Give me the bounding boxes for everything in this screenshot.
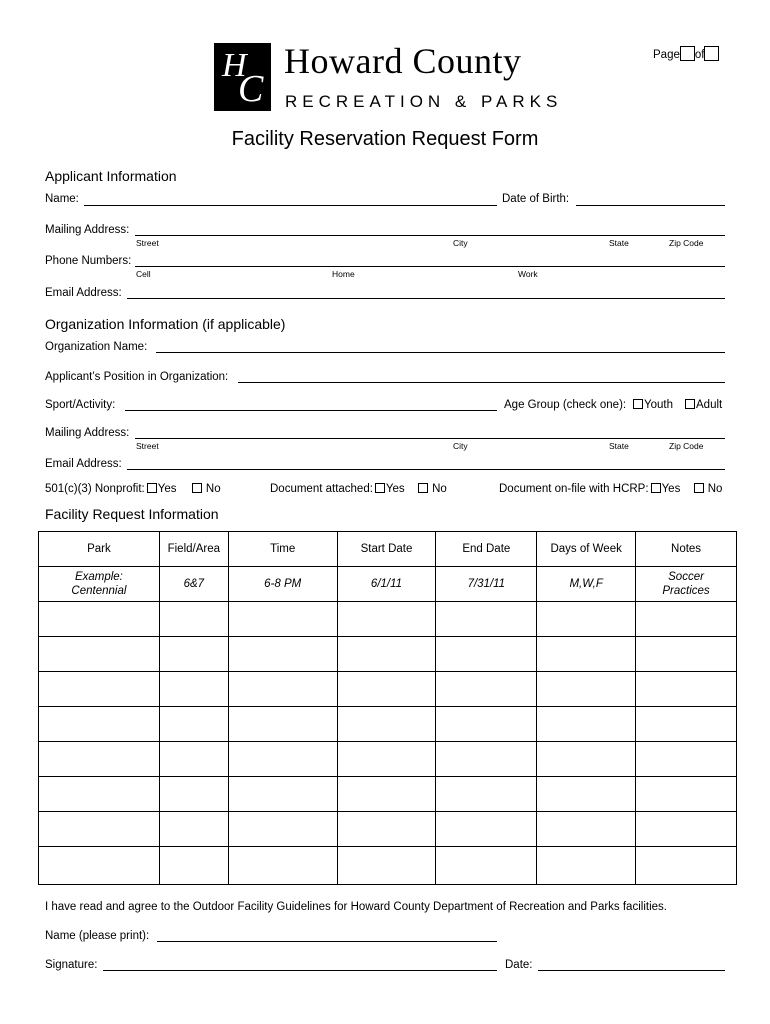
- logo-mark: H C: [214, 43, 271, 111]
- adult-label: Adult: [696, 399, 723, 411]
- example-end: 7/31/11: [436, 567, 537, 602]
- doc-onfile-yes-label: Yes: [661, 483, 681, 495]
- logo-name: Howard County: [284, 41, 522, 81]
- table-cell[interactable]: [337, 602, 436, 637]
- youth-option[interactable]: [633, 399, 673, 411]
- table-cell[interactable]: [636, 812, 737, 847]
- org-zip-caption: Zip Code: [669, 441, 704, 451]
- city-caption: City: [453, 238, 468, 248]
- street-caption: Street: [136, 238, 159, 248]
- table-cell[interactable]: [228, 777, 337, 812]
- signature-label: Signature:: [45, 959, 98, 971]
- col-header-days: Days of Week: [537, 532, 636, 567]
- table-cell[interactable]: [636, 707, 737, 742]
- example-row: [39, 567, 737, 602]
- table-cell[interactable]: [436, 707, 537, 742]
- table-cell[interactable]: [636, 637, 737, 672]
- page-label: Page: [653, 49, 680, 61]
- name-label: Name:: [45, 193, 79, 205]
- doc-attached-label: Document attached:: [270, 483, 373, 495]
- age-group-label: Age Group (check one):: [504, 399, 627, 411]
- email-field[interactable]: [127, 298, 725, 299]
- table-cell[interactable]: [636, 602, 737, 637]
- table-cell[interactable]: [436, 742, 537, 777]
- table-row[interactable]: [39, 847, 737, 885]
- applicant-heading: Applicant Information: [45, 168, 177, 184]
- table-cell[interactable]: [228, 847, 337, 885]
- home-caption: Home: [332, 269, 355, 279]
- organization-heading: Organization Information (if applicable): [45, 316, 286, 332]
- nonprofit-yes-label: Yes: [157, 483, 177, 495]
- table-cell[interactable]: [39, 637, 160, 672]
- org-name-field[interactable]: [156, 352, 725, 353]
- table-cell[interactable]: [436, 637, 537, 672]
- org-email-label: Email Address:: [45, 458, 122, 470]
- table-row[interactable]: [39, 637, 737, 672]
- state-caption: State: [609, 238, 629, 248]
- table-cell[interactable]: [228, 742, 337, 777]
- table-cell[interactable]: [159, 847, 228, 885]
- doc-onfile-row: [499, 483, 722, 495]
- table-cell[interactable]: [159, 812, 228, 847]
- table-cell[interactable]: [228, 637, 337, 672]
- doc-attached-no-label: No: [432, 483, 447, 495]
- org-email-field[interactable]: [127, 469, 725, 470]
- table-cell[interactable]: [636, 742, 737, 777]
- table-cell[interactable]: [537, 742, 636, 777]
- doc-attached-yes-checkbox[interactable]: [375, 483, 385, 493]
- nonprofit-row: [45, 483, 221, 495]
- table-cell[interactable]: [159, 672, 228, 707]
- org-state-caption: State: [609, 441, 629, 451]
- table-cell[interactable]: [39, 602, 160, 637]
- table-cell[interactable]: [337, 777, 436, 812]
- col-header-start-date: Start Date: [337, 532, 436, 567]
- doc-onfile-no-label: No: [707, 483, 723, 495]
- col-header-field: Field/Area: [159, 532, 228, 567]
- nonprofit-no-checkbox[interactable]: [192, 483, 202, 493]
- org-street-caption: Street: [136, 441, 159, 451]
- agreement-text: I have read and agree to the Outdoor Facility Guidelines for Howard County Department of Recreation and Parks facilities.: [45, 901, 667, 913]
- table-cell[interactable]: [436, 812, 537, 847]
- doc-attached-row: [270, 483, 447, 495]
- table-cell[interactable]: [337, 672, 436, 707]
- table-cell[interactable]: [228, 672, 337, 707]
- phone-label: Phone Numbers:: [45, 255, 132, 267]
- nonprofit-yes-checkbox[interactable]: [147, 483, 157, 493]
- table-cell[interactable]: [537, 707, 636, 742]
- table-cell[interactable]: [159, 707, 228, 742]
- youth-checkbox[interactable]: [633, 399, 643, 409]
- date-field[interactable]: [538, 970, 725, 971]
- table-cell[interactable]: [228, 707, 337, 742]
- table-cell[interactable]: [337, 812, 436, 847]
- table-cell[interactable]: [537, 777, 636, 812]
- page-total-box[interactable]: [704, 46, 719, 61]
- table-cell[interactable]: [159, 777, 228, 812]
- table-cell[interactable]: [337, 637, 436, 672]
- doc-attached-no-checkbox[interactable]: [418, 483, 428, 493]
- table-cell[interactable]: [537, 637, 636, 672]
- table-cell[interactable]: [636, 847, 737, 885]
- signature-field[interactable]: [103, 970, 497, 971]
- org-name-label: Organization Name:: [45, 341, 148, 353]
- col-header-notes: Notes: [636, 532, 737, 567]
- table-cell[interactable]: [159, 742, 228, 777]
- table-cell[interactable]: [636, 672, 737, 707]
- table-cell[interactable]: [337, 707, 436, 742]
- dob-label: Date of Birth:: [502, 193, 570, 205]
- adult-checkbox[interactable]: [685, 399, 695, 409]
- position-field[interactable]: [238, 382, 725, 383]
- doc-onfile-yes-checkbox[interactable]: [651, 483, 661, 493]
- table-cell[interactable]: [436, 847, 537, 885]
- example-start: 6/1/11: [337, 567, 436, 602]
- table-cell[interactable]: [636, 777, 737, 812]
- table-row[interactable]: [39, 707, 737, 742]
- doc-onfile-label: Document on-file with HCRP:: [499, 483, 649, 495]
- example-days: M,W,F: [537, 567, 636, 602]
- position-label: Applicant’s Position in Organization:: [45, 371, 229, 383]
- table-cell[interactable]: [537, 847, 636, 885]
- table-cell[interactable]: [39, 742, 160, 777]
- mailing-label: Mailing Address:: [45, 224, 130, 236]
- adult-option[interactable]: [685, 399, 722, 411]
- table-row[interactable]: [39, 672, 737, 707]
- table-cell[interactable]: [537, 812, 636, 847]
- work-caption: Work: [518, 269, 538, 279]
- table-cell[interactable]: [337, 742, 436, 777]
- table-cell[interactable]: [39, 847, 160, 885]
- example-field: 6&7: [159, 567, 228, 602]
- sport-label: Sport/Activity:: [45, 399, 116, 411]
- example-park: Example: Centennial: [39, 567, 160, 602]
- date-label: Date:: [505, 959, 533, 971]
- nonprofit-label: 501(c)(3) Nonprofit:: [45, 483, 145, 495]
- youth-label: Youth: [644, 399, 673, 411]
- page-indicator: [653, 46, 719, 61]
- nonprofit-no-label: No: [205, 483, 221, 495]
- logo-subtitle: RECREATION & PARKS: [285, 92, 563, 111]
- table-cell[interactable]: [159, 602, 228, 637]
- table-cell[interactable]: [337, 847, 436, 885]
- phone-field[interactable]: [135, 266, 725, 267]
- table-cell[interactable]: [228, 812, 337, 847]
- org-city-caption: City: [453, 441, 468, 451]
- facility-heading: Facility Request Information: [45, 506, 219, 522]
- table-cell[interactable]: [436, 602, 537, 637]
- mailing-field[interactable]: [135, 235, 725, 236]
- form-title: Facility Reservation Request Form: [231, 128, 539, 150]
- table-cell[interactable]: [39, 812, 160, 847]
- table-cell[interactable]: [436, 672, 537, 707]
- zip-caption: Zip Code: [669, 238, 704, 248]
- example-time: 6-8 PM: [228, 567, 337, 602]
- doc-onfile-no-checkbox[interactable]: [694, 483, 704, 493]
- table-cell[interactable]: [436, 777, 537, 812]
- table-header-row: [39, 532, 737, 567]
- of-label: of: [694, 49, 705, 61]
- print-name-label: Name (please print):: [45, 930, 150, 942]
- col-header-time: Time: [228, 532, 337, 567]
- name-field[interactable]: [84, 205, 497, 206]
- col-header-end-date: End Date: [436, 532, 537, 567]
- table-cell[interactable]: [39, 672, 160, 707]
- org-mailing-label: Mailing Address:: [45, 427, 130, 439]
- email-label: Email Address:: [45, 287, 122, 299]
- table-cell[interactable]: [159, 637, 228, 672]
- table-row[interactable]: [39, 602, 737, 637]
- facility-table: [38, 531, 737, 885]
- table-cell[interactable]: [39, 707, 160, 742]
- table-cell[interactable]: [228, 602, 337, 637]
- cell-caption: Cell: [136, 269, 151, 279]
- table-row[interactable]: [39, 777, 737, 812]
- print-name-field[interactable]: [157, 941, 497, 942]
- page-number-box[interactable]: [680, 46, 695, 61]
- org-mailing-field[interactable]: [135, 438, 725, 439]
- table-row[interactable]: [39, 742, 737, 777]
- sport-field[interactable]: [125, 410, 497, 411]
- example-notes: Soccer Practices: [636, 567, 737, 602]
- table-cell[interactable]: [537, 602, 636, 637]
- doc-attached-yes-label: Yes: [385, 483, 405, 495]
- table-row[interactable]: [39, 812, 737, 847]
- dob-field[interactable]: [576, 205, 725, 206]
- table-cell[interactable]: [537, 672, 636, 707]
- table-cell[interactable]: [39, 777, 160, 812]
- col-header-park: Park: [39, 532, 160, 567]
